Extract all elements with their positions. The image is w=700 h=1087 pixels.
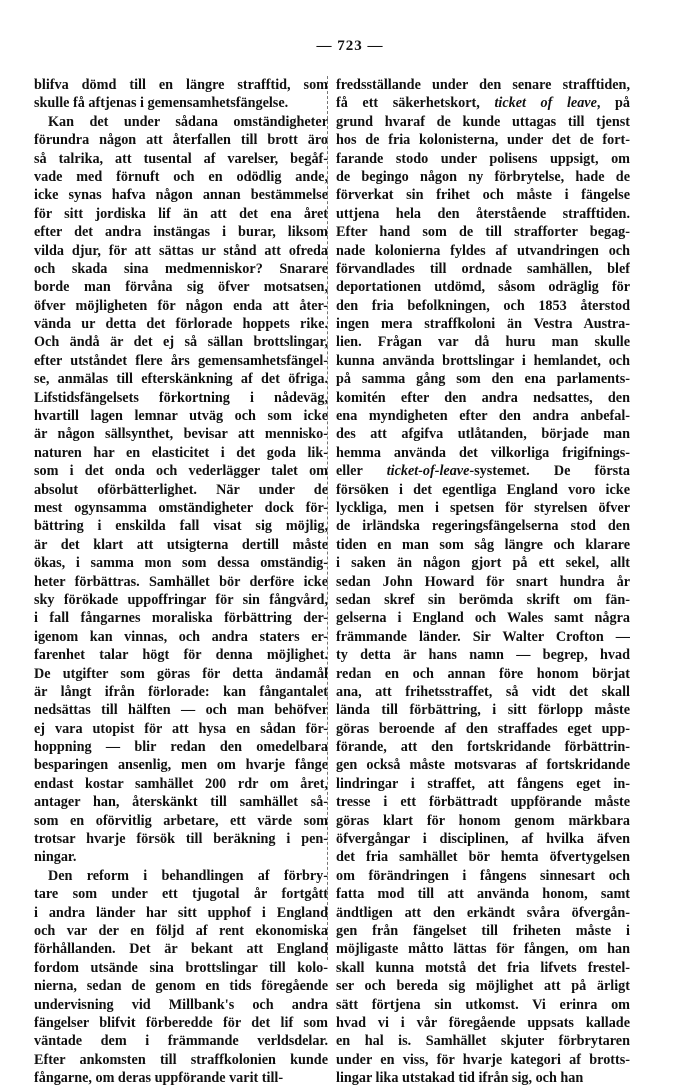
left-column — [34, 76, 328, 1087]
text-line: eller ticket-of-leave-systemet. De första — [336, 463, 630, 480]
text-line: Lifstidsfängelsets förkortning i nådeväg, — [34, 389, 328, 406]
text-line: lända till förbättring, i sitt förlopp måste — [336, 702, 630, 719]
text-line: Den reform i behandlingen af förbry- — [48, 867, 328, 884]
text-line: i fall fångarnes moraliska förbättring der- — [34, 610, 328, 627]
text-line: grund hvaraf de kunde uttagas till tjenst — [336, 113, 630, 130]
text-line: uttjena hela den återstående strafftiden. — [336, 205, 630, 222]
text-line: antager han, återskänkt till samhället så- — [34, 794, 328, 811]
text-line: ena myndigheten efter den andra anbefal- — [336, 408, 630, 425]
text-line: Efter hand som de till strafforter begag- — [336, 224, 630, 241]
text-line: tresse i ett förbättradt uppförande måste — [336, 794, 630, 811]
column-divider — [327, 76, 328, 960]
text-line: nedsättas till hälften — och man behöfver — [34, 702, 328, 719]
text-line: för sitt jordiska lif än att det ena året — [34, 205, 328, 222]
text-line: undervisning vid Millbank's och andra — [34, 996, 328, 1013]
text-line: efter utståndet flere års gemensamhetsfängel- — [34, 352, 328, 369]
text-line: farenhet talar högt för denna möjlighet. — [34, 647, 328, 664]
text-line: deportationen utdömd, såsom odräglig för — [336, 279, 630, 296]
text-line: väntade dem i främmande verldsdelar. — [34, 1033, 328, 1050]
text-line: hos de fria kolonisterna, under det de fort- — [336, 132, 630, 149]
text-line: försöken i det egentliga England voro icke — [336, 481, 630, 498]
text-line: är det klart att utsigterna dertill måste — [34, 536, 328, 553]
text-line: fängelser blifvit förberedde för det lif som — [34, 1014, 328, 1031]
text-line: främmande länder. Sir Walter Crofton — — [336, 628, 630, 645]
text-line: ej vara utopist för att hysa en sådan för- — [34, 720, 328, 737]
text-line: förundra någon att återfallen till brott äro — [34, 132, 328, 149]
text-line: möjligaste måtto lättas för fången, om han — [336, 941, 630, 958]
text-line: gelserna i England och Wales samt några — [336, 610, 630, 627]
text-line: den fria befolkningen, och 1853 återstod — [336, 297, 630, 314]
text-line: förverkat sin frihet och måste i fängelse — [336, 187, 630, 204]
text-line: fångarne, om deras uppförande varit till- — [34, 1070, 284, 1087]
text-line: och var der en följd af rent ekonomiska — [34, 922, 328, 939]
text-line: Kan det under sådana omständigheter — [48, 113, 328, 130]
text-line: tare som under ett tjugotal år fortgått — [34, 886, 328, 903]
text-line: endast kostar samhället 200 rdr om året, — [34, 775, 328, 792]
text-line: göras beroende af den straffades eget upp- — [336, 720, 630, 737]
text-line: om förändringen i fångens sinnesart och — [336, 867, 630, 884]
text-line: få ett säkerhetskort, ticket of leave, på — [336, 95, 630, 112]
text-line: blifva dömd till en längre strafftid, som — [34, 77, 328, 93]
text-line: ökas, i samma mon som dessa omständig- — [34, 555, 328, 572]
text-line: lingar lika utstakad tid ifrån sig, och han — [336, 1070, 584, 1087]
text-line: nade kolonierna fyldes af utvandringen och — [336, 242, 630, 259]
text-line: skulle få aftjenas i gemensamhetsfängelse. — [34, 95, 289, 112]
text-line: ningar. — [34, 849, 77, 866]
text-line: ana, att frihetsstraffet, så vidt det skall — [336, 683, 630, 700]
text-line: i saken än någon gjort på ett sekel, allt — [336, 555, 630, 572]
right-column — [336, 76, 630, 1087]
text-line: lyckliga, men i spetsen för styrelsen öfver — [336, 499, 630, 516]
text-line: gen också måste motsvaras af fortskridande — [336, 757, 630, 774]
text-line: redan en och annan före honom börjat — [336, 665, 630, 682]
text-line: nierna, sedan de genom en tids föregående — [34, 978, 328, 995]
text-line: på samma gång som den ena parlaments- — [336, 371, 630, 388]
text-line: besparingen ansenlig, men om hvarje fånge — [34, 757, 328, 774]
text-line: efter det andra instängas i burar, liksom — [34, 224, 328, 241]
text-line: sky förökade uppoffringar för sin fångvård, — [34, 591, 328, 608]
text-line: ändtligen att den erkändt svåra öfvergån- — [336, 904, 630, 921]
text-line: icke synas hafva någon annan bestämmelse — [34, 187, 328, 204]
text-line: vilda djur, för att sättas ur stånd att ofreda — [34, 242, 328, 259]
text-line: hvartill lagen lemnar utväg och som icke — [34, 408, 328, 425]
text-line: så talrika, att tusental af varelser, begåf- — [34, 150, 328, 167]
text-line: hoppning — blir redan den omedelbara — [34, 739, 328, 756]
text-line: trotsar hvarje försök till beräkning i pen- — [34, 831, 328, 848]
text-line: des att afgifva utlåtanden, började man — [336, 426, 630, 443]
text-line: vända ur detta det förlorade hoppets rike. — [34, 316, 328, 333]
text-line: lindringar i straffet, att fångens eget in- — [336, 775, 630, 792]
text-line: vade med förnuft och en odödlig ande, — [34, 168, 328, 185]
text-line: farande stodo under polisens uppsigt, om — [336, 150, 630, 167]
text-line: förande, att den fortskridande förbättrin- — [336, 739, 630, 756]
text-line: naturen har en elasticitet i det goda lik- — [34, 444, 328, 461]
text-line: göras klart för honom genom märkbara — [336, 812, 630, 829]
text-line: i andra länder har sitt upphof i England — [34, 904, 328, 921]
text-line: sedan John Howard för snart hundra år — [336, 573, 630, 590]
text-line: som i det onda och vederlägger talet om — [34, 463, 328, 480]
text-line: och skada sina medmenniskor? Snarare — [34, 260, 328, 277]
text-line: fatta mod till att använda honom, samt — [336, 886, 630, 903]
text-line: det fria samhället bör hemta öfvertygelsen — [336, 849, 630, 866]
text-line: tiden en man som såg längre och klarare — [336, 536, 630, 553]
text-line: lien. Frågan var då huru man skulle — [336, 334, 630, 351]
text-line: gen från fängelset till friheten måste i — [336, 922, 630, 939]
text-line: hemma använda det vilkorliga frigifnings- — [336, 444, 630, 461]
page-number: — 723 — — [316, 38, 384, 54]
text-line: mest ogynsamma omständigheter dock för- — [34, 499, 328, 516]
text-line: som en oförvitlig arbetare, ett värde som — [34, 812, 328, 829]
text-line: är långt ifrån förlorade: kan fångantalet — [34, 683, 328, 700]
text-line: heter förbättras. Samhället bör derföre icke — [34, 573, 328, 590]
text-line: komitén efter den andra nedsattes, den — [336, 389, 630, 406]
text-line: ingen mera straffkoloni än Vestra Austra- — [336, 316, 630, 333]
text-line: De utgifter som göras för detta ändamål — [34, 665, 328, 682]
text-line: Efter ankomsten till straffkolonien kunde — [34, 1051, 328, 1068]
text-line: Och ändå är det ej så sällan brottslingar, — [34, 334, 328, 351]
text-line: borde man förvåna sig öfver motsatsen, — [34, 279, 328, 296]
text-line: fordom utsände sina brottslingar till kolo- — [34, 959, 328, 976]
text-line: skall kunna motstå det fria lifvets frestel- — [336, 959, 630, 976]
text-line: är någon sällsynthet, bevisar att menniskо- — [34, 426, 328, 443]
text-line: ty detta är hans namn — begrep, hvad — [336, 647, 630, 664]
text-line: förvandlades till ordnade samhällen, blef — [336, 260, 630, 277]
text-line: under en viss, för hvarje kategori af brotts- — [336, 1051, 630, 1068]
text-line: kunna använda brottslingar i hemlandet, och — [336, 352, 630, 369]
text-line: ser och bereda sig möjlighet att på ärligt — [336, 978, 630, 995]
text-line: öfver möjligheten för någon enda att åter- — [34, 297, 328, 314]
text-line: öfvergångar i disciplinen, af hvilka äfven — [336, 831, 630, 848]
text-line: en hal is. Samhället skjuter förbrytaren — [336, 1033, 630, 1050]
text-line: se, anmälas till efterskänkning af det öfriga. — [34, 371, 328, 388]
text-line: de begingo någon ny förbrytelse, hade de — [336, 168, 630, 185]
text-line: sätt förtjena sin utkomst. Vi erinra om — [336, 996, 630, 1013]
text-line: absolut oförbätterlighet. När under de — [34, 481, 328, 498]
text-line: förhållanden. Det är bekant att England — [34, 941, 328, 958]
text-line: hvad vi i vår föregående uppsats kallade — [336, 1014, 630, 1031]
text-line: fredsställande under den senare strafftiden, — [336, 77, 630, 93]
text-line: de irländska regeringsfängelserna stod den — [336, 518, 630, 535]
text-line: sedan skref sin berömda skrift om fän- — [336, 591, 630, 608]
text-line: igenom kan vinnas, och andra staters er- — [34, 628, 328, 645]
text-line: bättring i enskilda fall visat sig möjlig, — [34, 518, 328, 535]
